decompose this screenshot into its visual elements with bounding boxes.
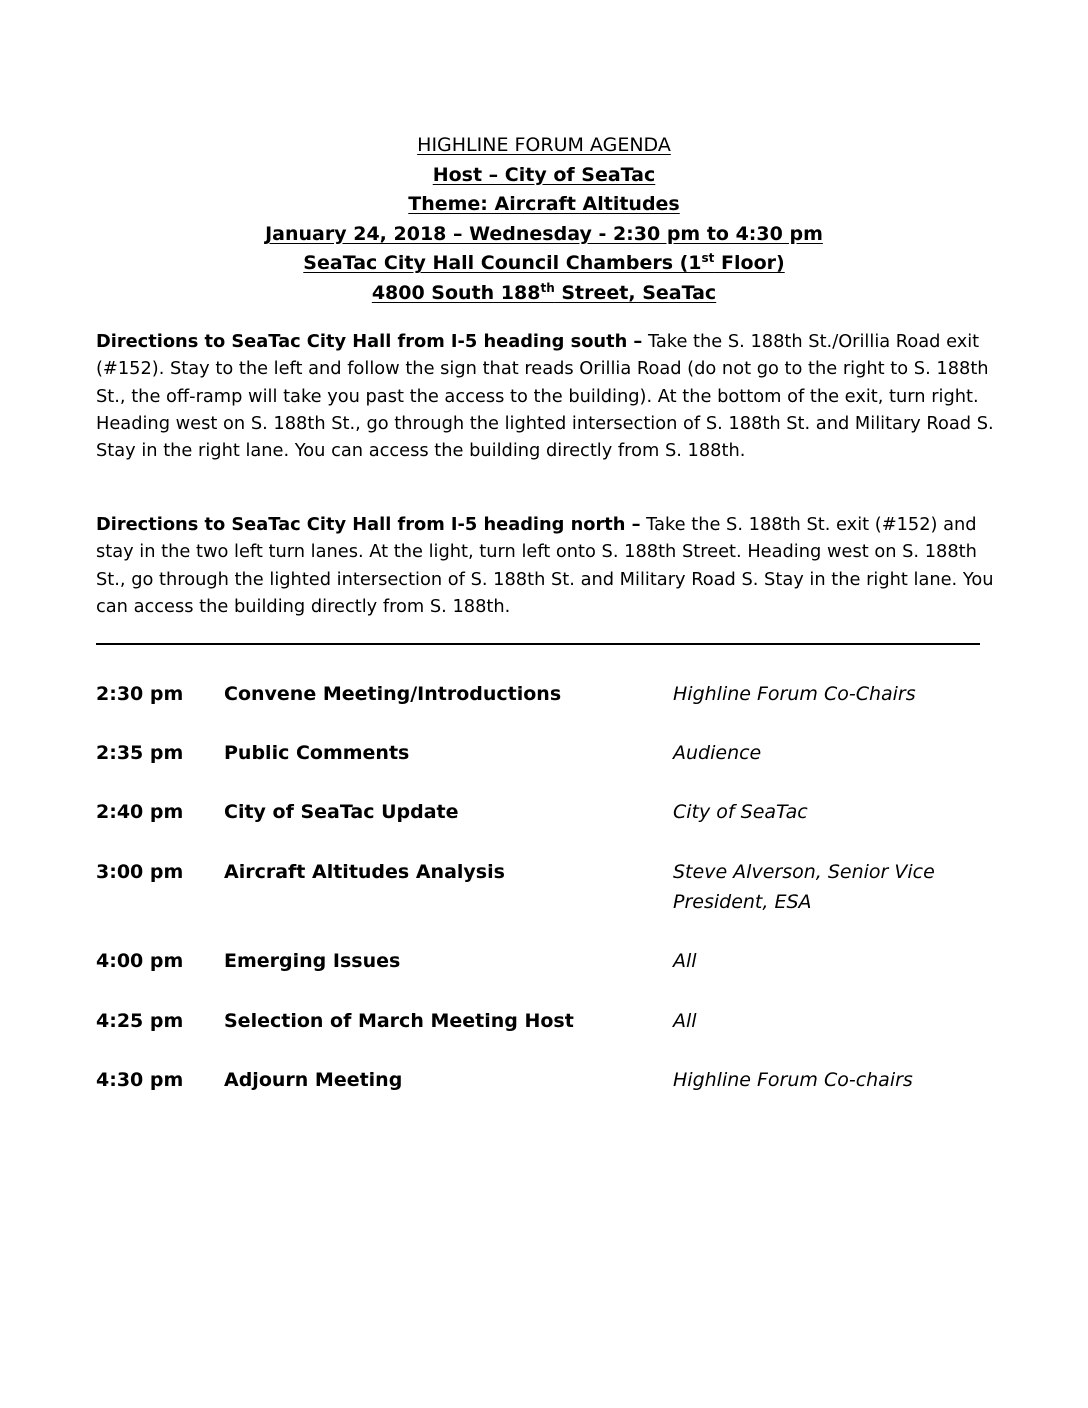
agenda-presenter: Highline Forum Co-Chairs <box>673 683 916 705</box>
agenda-header <box>0 131 1088 309</box>
agenda-presenter: Steve Alverson, Senior Vice President, ESA <box>673 861 935 913</box>
agenda-presenter: All <box>673 950 697 972</box>
directions-south <box>96 328 996 464</box>
agenda-time: 3:00 pm <box>96 861 184 883</box>
agenda-presenter: Audience <box>673 742 762 764</box>
agenda-time: 2:30 pm <box>96 683 184 705</box>
agenda-item: Public Comments <box>224 742 410 764</box>
directions-north <box>96 511 996 620</box>
agenda-time: 4:25 pm <box>96 1010 184 1032</box>
agenda-time: 2:35 pm <box>96 742 184 764</box>
agenda-presenter: Highline Forum Co-chairs <box>673 1069 913 1091</box>
agenda-item: Emerging Issues <box>224 950 401 972</box>
address-line <box>0 279 1088 309</box>
agenda-item: City of SeaTac Update <box>224 801 459 823</box>
venue-text: SeaTac City Hall Council Chambers (1 <box>303 252 702 275</box>
directions-south-text: Take the S. 188th St./Orillia Road exit (#152). Stay to the left and follow the sign that reads Orillia Road (do not go to the right to S. 188th St., the off-ramp will take you past the access to the building). At the bottom of the exit, turn right. Heading west on S. 188th St., go through the lighted intersection of S. 188th St. and Military Road S. Stay in the right lane. You can access the building directly from S. 188th. <box>96 331 994 462</box>
agenda-item: Adjourn Meeting <box>224 1069 403 1091</box>
directions-south-lead: Directions to SeaTac City Hall from I-5 heading south – <box>96 331 643 352</box>
agenda-time: 2:40 pm <box>96 801 184 823</box>
section-divider <box>96 643 980 645</box>
address-text: 4800 South 188 <box>371 281 541 304</box>
directions-north-lead: Directions to SeaTac City Hall from I-5 heading north – <box>96 514 641 535</box>
agenda-time: 4:00 pm <box>96 950 184 972</box>
agenda-presenter: City of SeaTac <box>673 801 808 823</box>
host-line: Host – City of SeaTac <box>432 163 656 186</box>
agenda-item: Aircraft Altitudes Analysis <box>224 861 505 883</box>
venue-line <box>0 249 1088 279</box>
date-time-line: January 24, 2018 – Wednesday - 2:30 pm to 4:30 pm <box>265 222 823 245</box>
agenda-item: Convene Meeting/Introductions <box>224 683 562 705</box>
theme-line: Theme: Aircraft Altitudes <box>408 193 680 216</box>
agenda-presenter: All <box>673 1010 697 1032</box>
agenda-time: 4:30 pm <box>96 1069 184 1091</box>
document-title: HIGHLINE FORUM AGENDA <box>417 134 671 156</box>
address-ordinal: th <box>540 280 555 295</box>
venue-text-end: Floor) <box>714 252 785 275</box>
venue-ordinal: st <box>701 251 715 266</box>
agenda-item: Selection of March Meeting Host <box>224 1010 574 1032</box>
address-text-end: Street, SeaTac <box>554 281 717 304</box>
directions-north-text: Take the S. 188th St. exit (#152) and stay in the two left turn lanes. At the light, turn left onto S. 188th Street. Heading west on S. 188th St., go through the lighted intersection of S. 188th St. and Military Road S. Stay in the right lane. You can access the building directly from S. 188th. <box>96 514 994 617</box>
